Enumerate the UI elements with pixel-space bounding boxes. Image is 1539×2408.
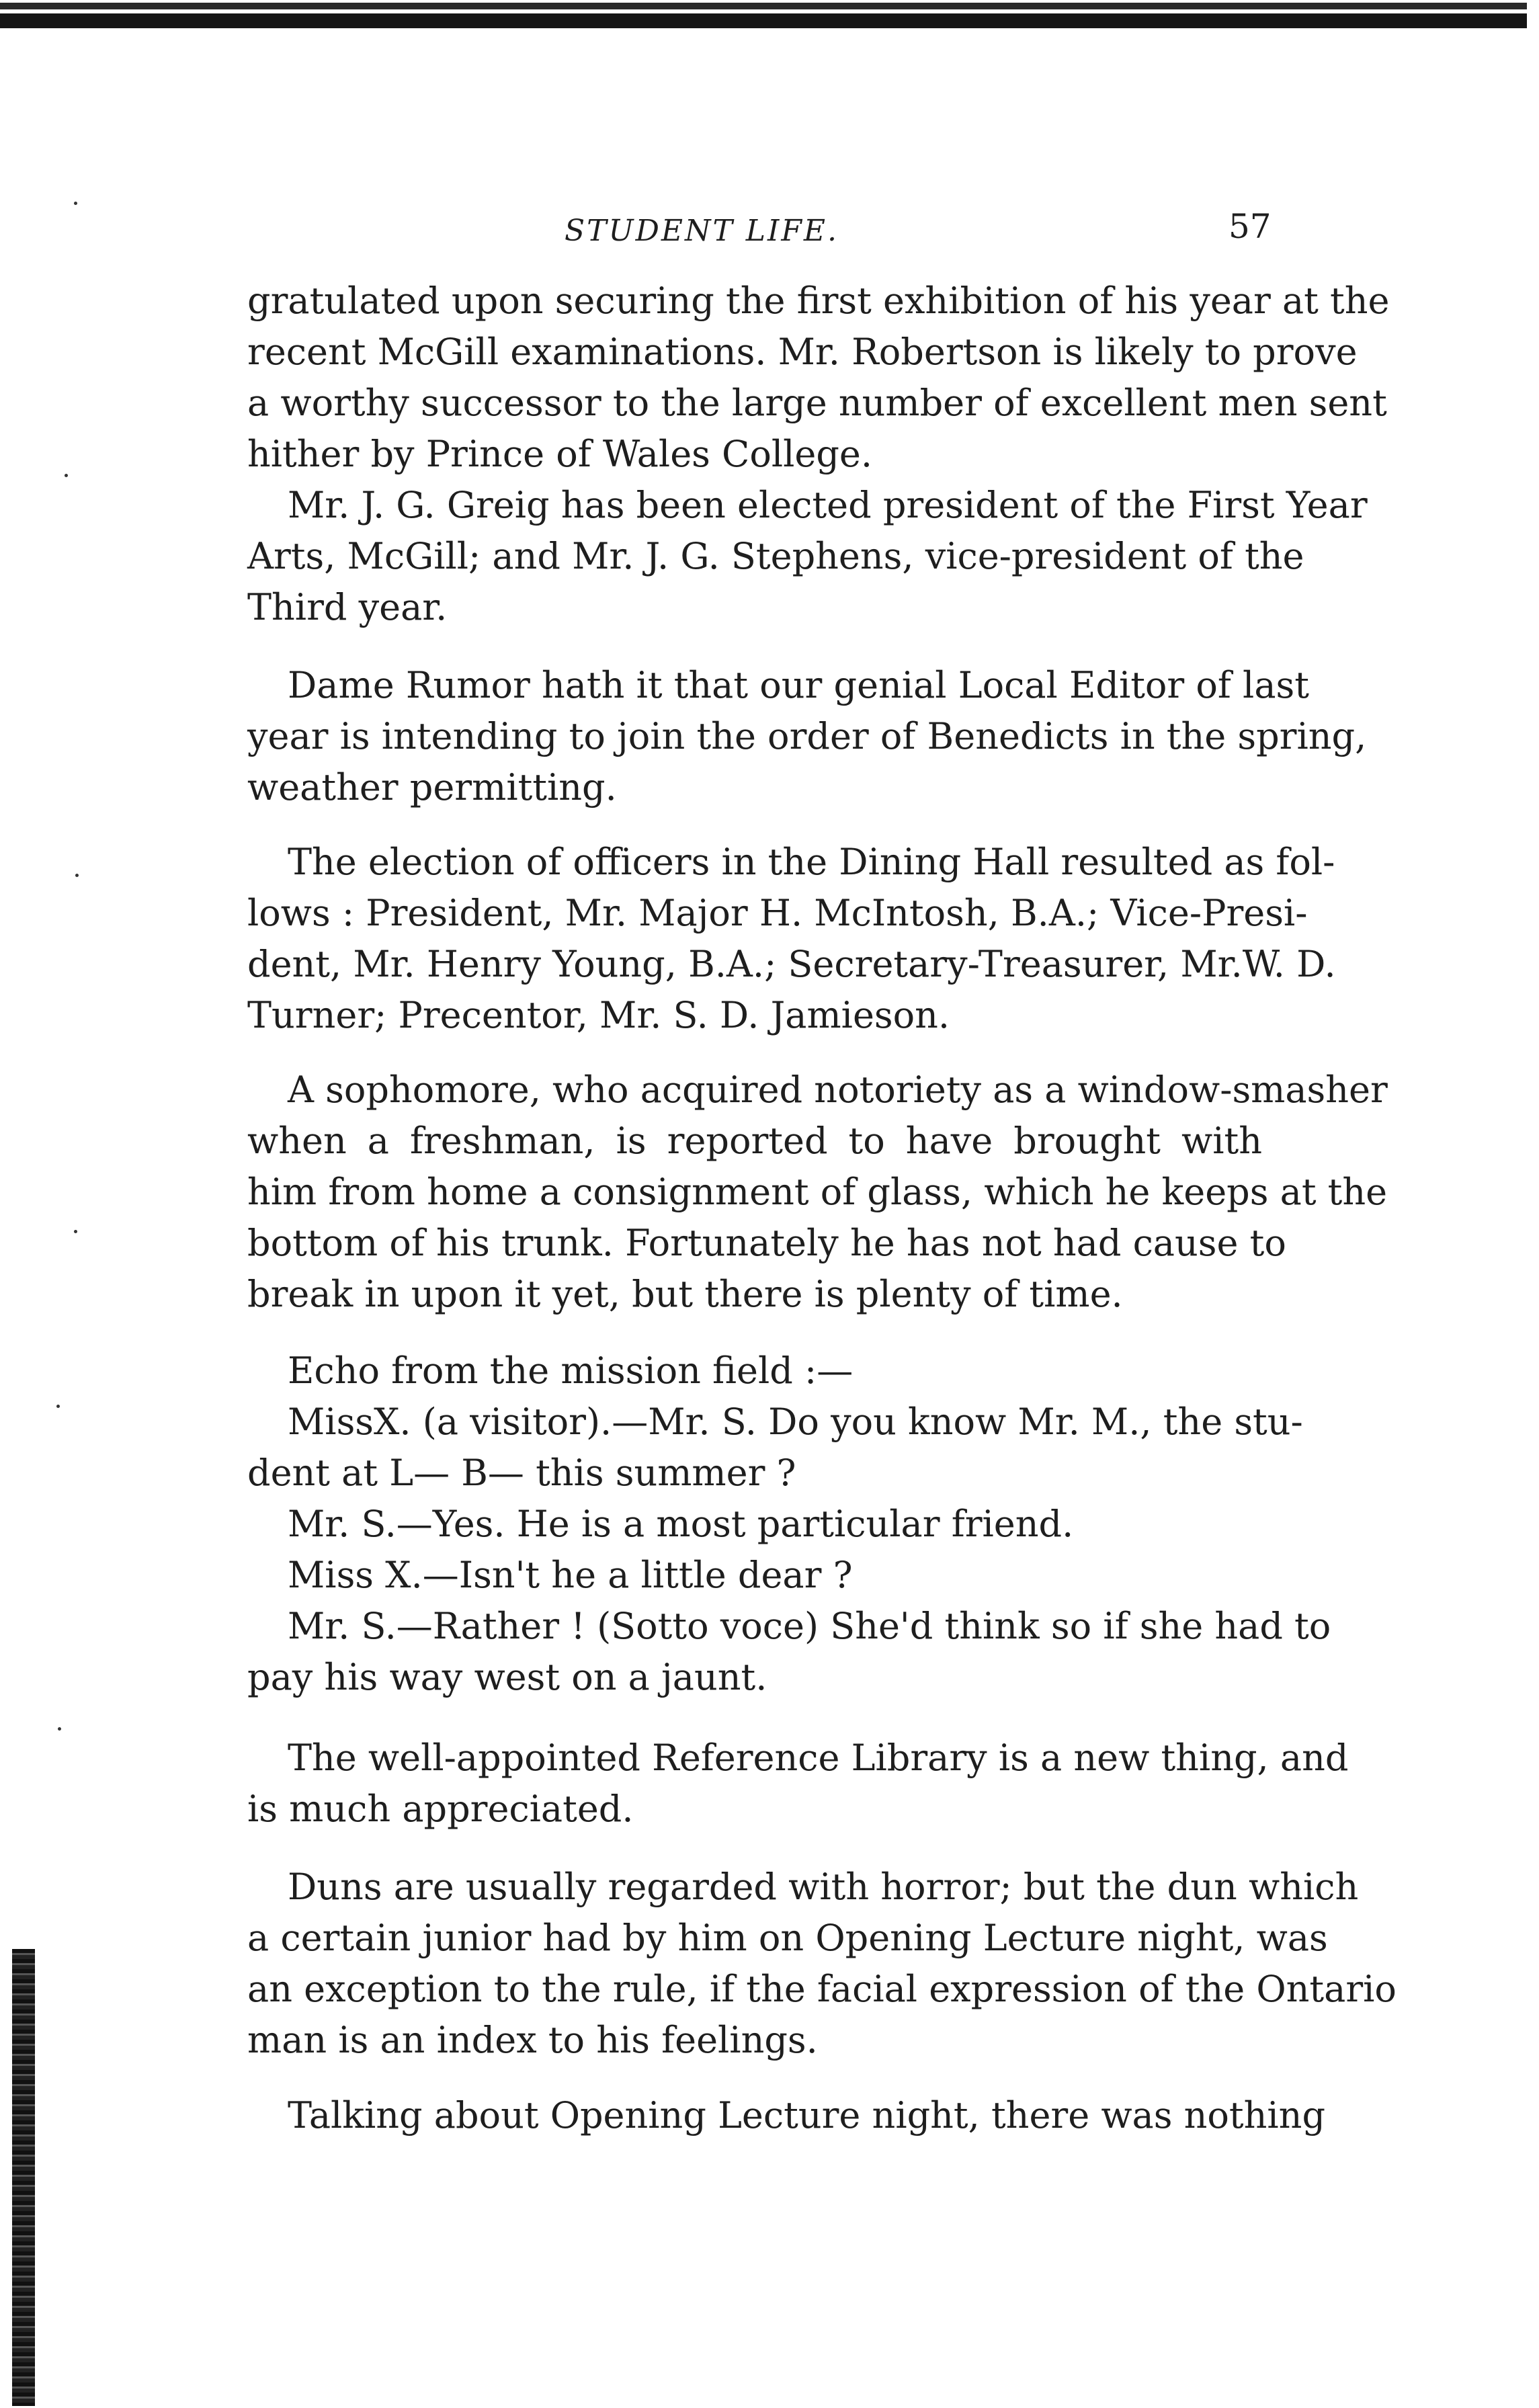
text-line: Duns are usually regarded with horror; but the dun which (288, 1866, 1359, 1908)
text-line: dent at L— B— this summer ? (247, 1452, 796, 1494)
running-head: STUDENT LIFE. (565, 214, 839, 248)
text-line: lows : President, Mr. Major H. McIntosh, B.A.; Vice-Presi- (247, 892, 1308, 934)
scan-speck (74, 1230, 77, 1233)
text-line: dent, Mr. Henry Young, B.A.; Secretary-Treasurer, Mr.W. D. (247, 943, 1336, 985)
text-line: a certain junior had by him on Opening Lecture night, was (247, 1917, 1328, 1959)
text-line: Talking about Opening Lecture night, there was nothing (288, 2094, 1326, 2136)
text-line: Third year. (247, 586, 448, 628)
text-line: Echo from the mission field :— (288, 1350, 854, 1392)
text-line: The well-appointed Reference Library is a new thing, and (288, 1737, 1349, 1779)
text-line: an exception to the rule, if the facial expression of the Ontario (247, 1968, 1397, 2010)
text-line: a worthy successor to the large number of excellent men sent (247, 382, 1387, 424)
text-line: bottom of his trunk. Fortunately he has not had cause to (247, 1222, 1286, 1264)
text-line: break in upon it yet, but there is plenty of time. (247, 1273, 1123, 1315)
text-line: weather permitting. (247, 766, 617, 808)
text-line: MissX. (a visitor).—Mr. S. Do you know Mr. M., the stu- (288, 1401, 1303, 1443)
text-line: The election of officers in the Dining Hall resulted as fol- (288, 841, 1335, 883)
text-line: Turner; Precentor, Mr. S. D. Jamieson. (247, 994, 950, 1036)
text-line: hither by Prince of Wales College. (247, 433, 873, 475)
text-line: recent McGill examinations. Mr. Robertson is likely to prove (247, 331, 1358, 373)
text-line: man is an index to his feelings. (247, 2019, 818, 2061)
scan-speck (65, 474, 68, 477)
text-line: Mr. S.—Rather ! (Sotto voce) She'd think so if she had to (288, 1605, 1331, 1647)
text-line: Arts, McGill; and Mr. J. G. Stephens, vice-president of the (247, 535, 1304, 577)
text-line: when a freshman, is reported to have brought with (247, 1120, 1262, 1162)
text-line: Mr. J. G. Greig has been elected president of the First Year (288, 484, 1368, 526)
top-scan-border (0, 3, 1527, 30)
text-line: Mr. S.—Yes. He is a most particular friend. (288, 1503, 1074, 1545)
text-line: A sophomore, who acquired notoriety as a window-smasher (288, 1069, 1388, 1111)
left-scan-edge (12, 1949, 35, 2406)
scan-speck (75, 874, 79, 877)
scan-speck (74, 202, 77, 205)
page-number: 57 (1229, 207, 1272, 246)
scan-speck (56, 1405, 60, 1408)
text-line: Dame Rumor hath it that our genial Local Editor of last (288, 664, 1309, 706)
text-line: year is intending to join the order of Benedicts in the spring, (247, 715, 1367, 757)
text-line: pay his way west on a jaunt. (247, 1656, 767, 1698)
scan-speck (58, 1727, 61, 1731)
text-line: him from home a consignment of glass, which he keeps at the (247, 1171, 1388, 1213)
text-line: gratulated upon securing the first exhibition of his year at the (247, 280, 1390, 322)
text-line: Miss X.—Isn't he a little dear ? (288, 1554, 853, 1596)
text-line: is much appreciated. (247, 1788, 634, 1830)
